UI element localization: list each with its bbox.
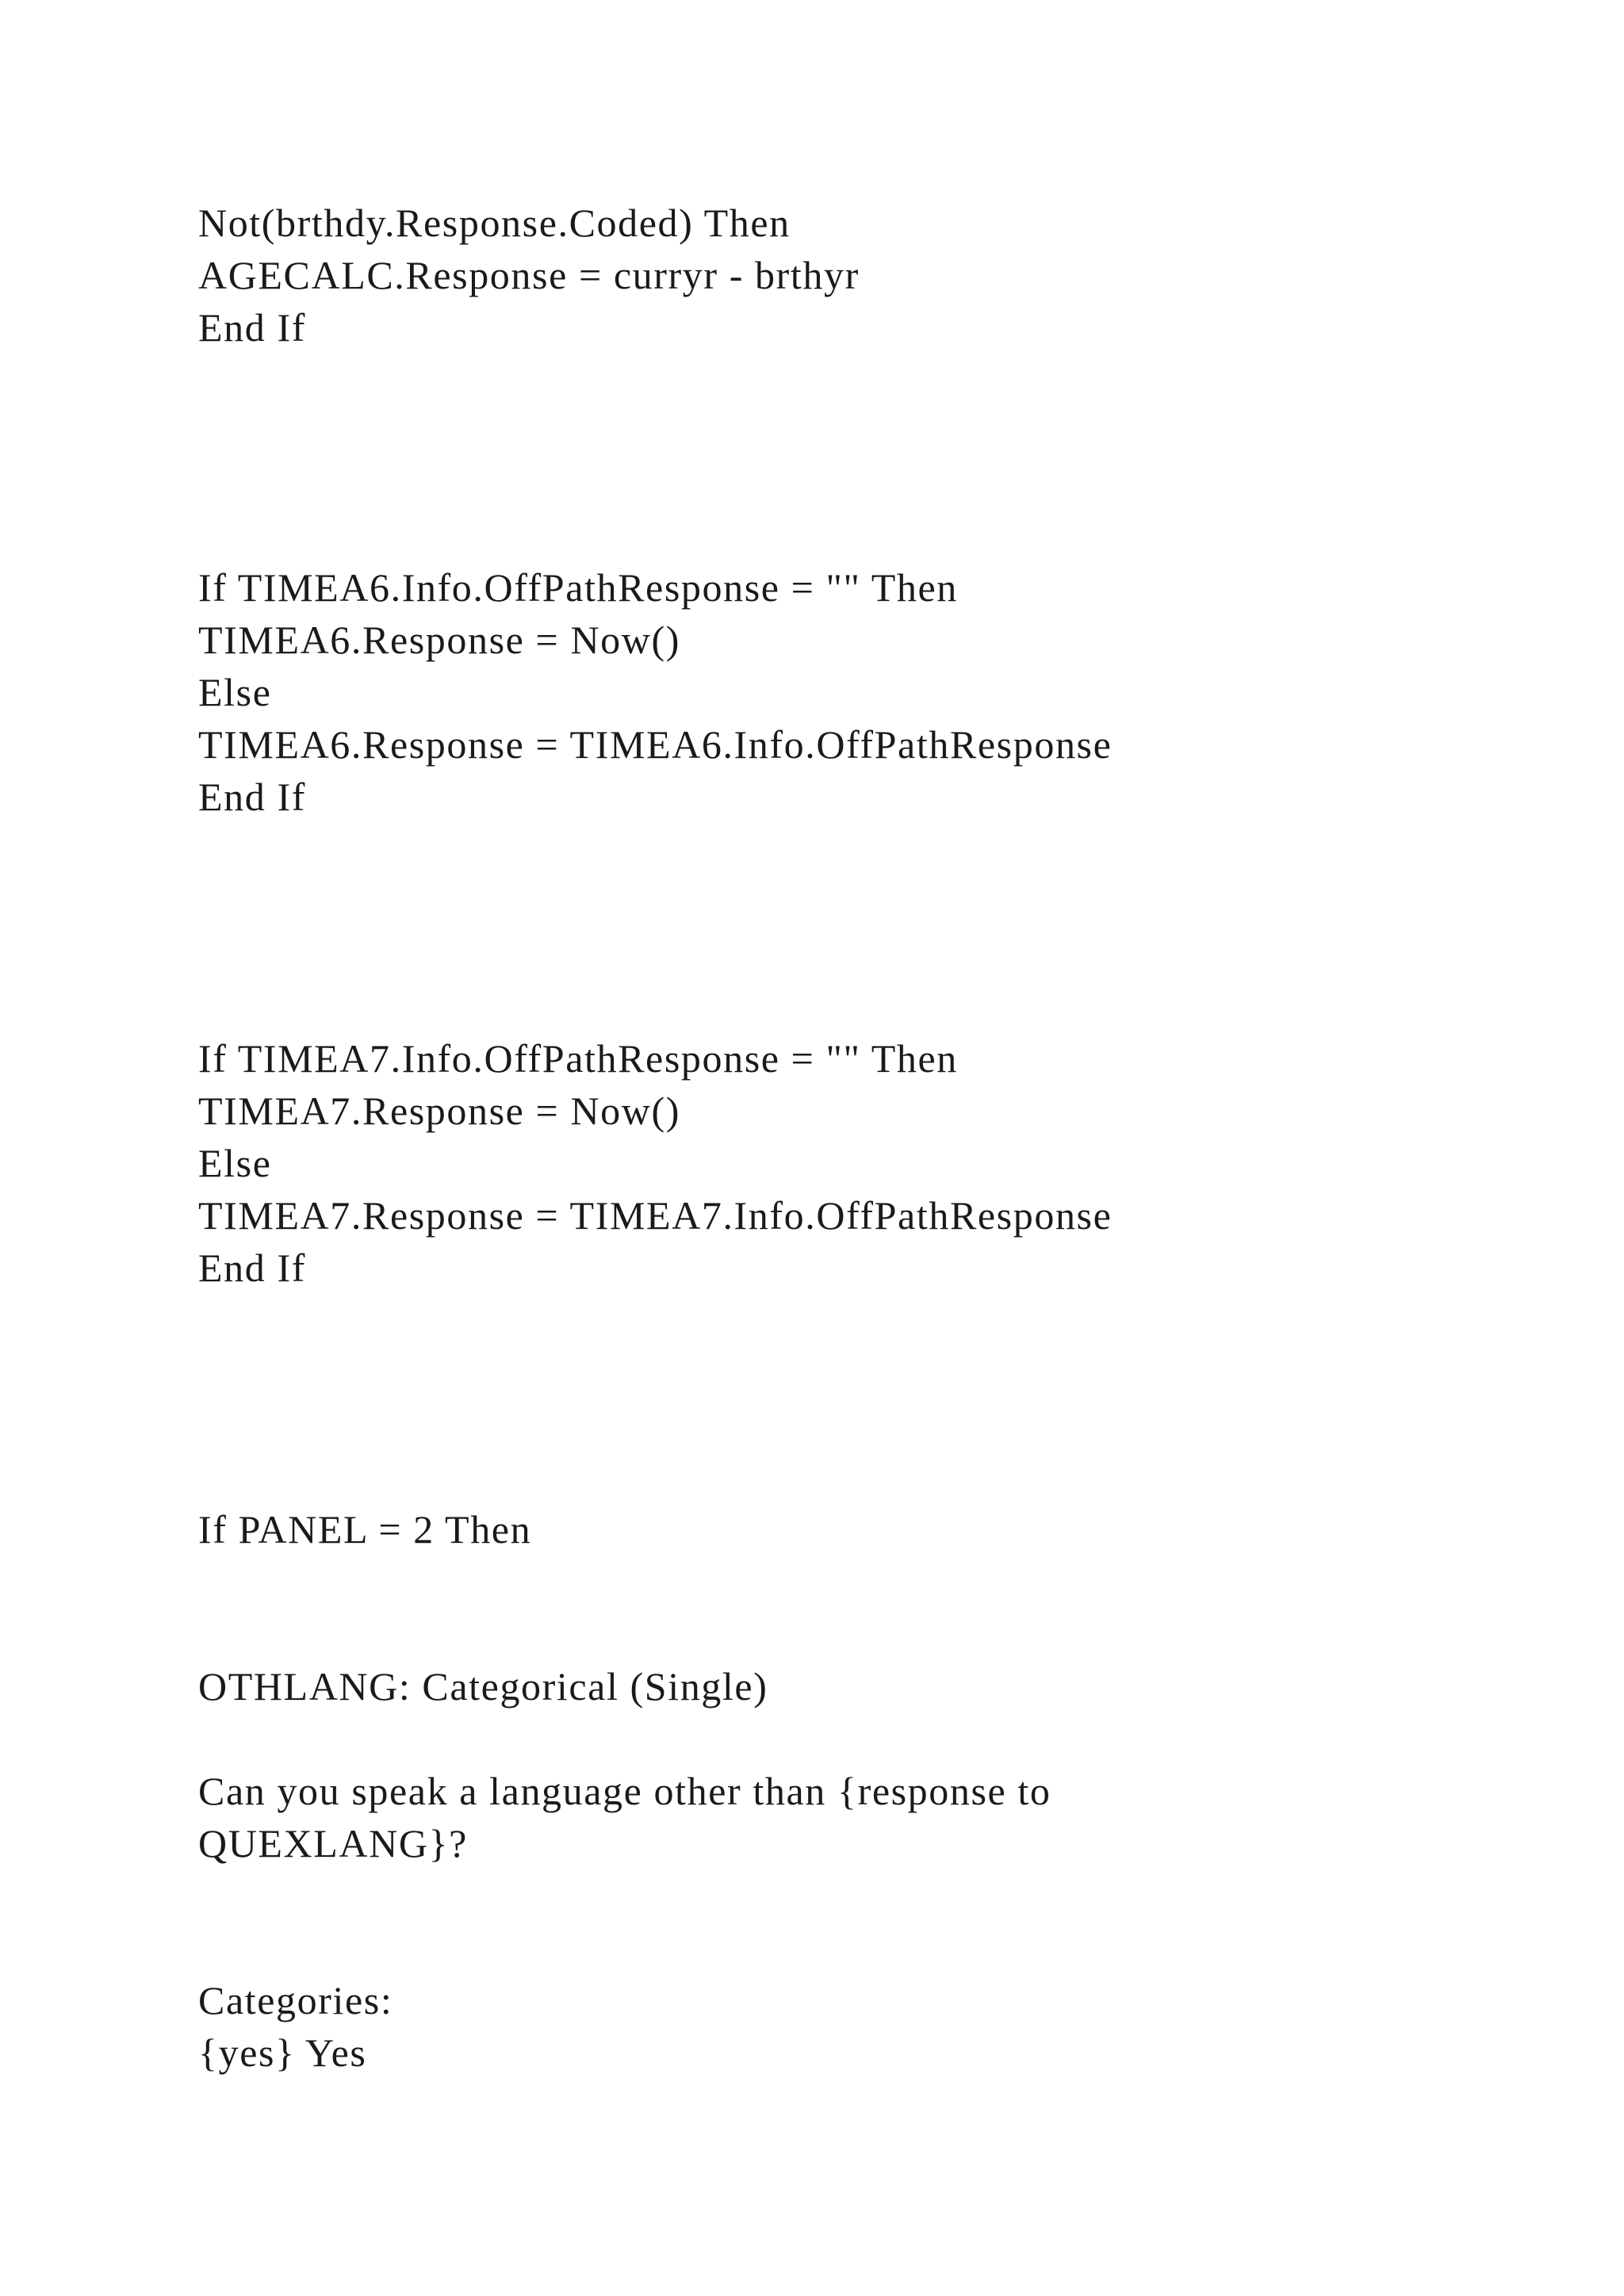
code-line: Else	[198, 1141, 272, 1185]
code-line: TIMEA6.Response = TIMEA6.Info.OffPathResponse	[198, 722, 1113, 767]
code-line: TIMEA6.Response = Now()	[198, 618, 680, 662]
question-header: OTHLANG: Categorical (Single)	[198, 1664, 768, 1709]
category-item: {yes} Yes	[198, 2030, 367, 2075]
code-line: If TIMEA7.Info.OffPathResponse = "" Then	[198, 1036, 958, 1081]
code-line: End If	[198, 1246, 306, 1290]
code-line: End If	[198, 775, 306, 819]
code-line: Else	[198, 670, 272, 714]
code-line: If TIMEA6.Info.OffPathResponse = "" Then	[198, 565, 958, 610]
code-line: AGECALC.Response = curryr - brthyr	[198, 253, 860, 297]
code-line: TIMEA7.Response = TIMEA7.Info.OffPathResponse	[198, 1193, 1113, 1238]
panel-condition: If PANEL = 2 Then	[198, 1507, 532, 1552]
code-line: Not(brthdy.Response.Coded) Then	[198, 201, 791, 245]
categories-label: Categories:	[198, 1978, 393, 2022]
code-line: End If	[198, 305, 306, 350]
code-line: TIMEA7.Response = Now()	[198, 1089, 680, 1133]
question-text: Can you speak a language other than {response to	[198, 1769, 1051, 1813]
question-text: QUEXLANG}?	[198, 1821, 468, 1866]
